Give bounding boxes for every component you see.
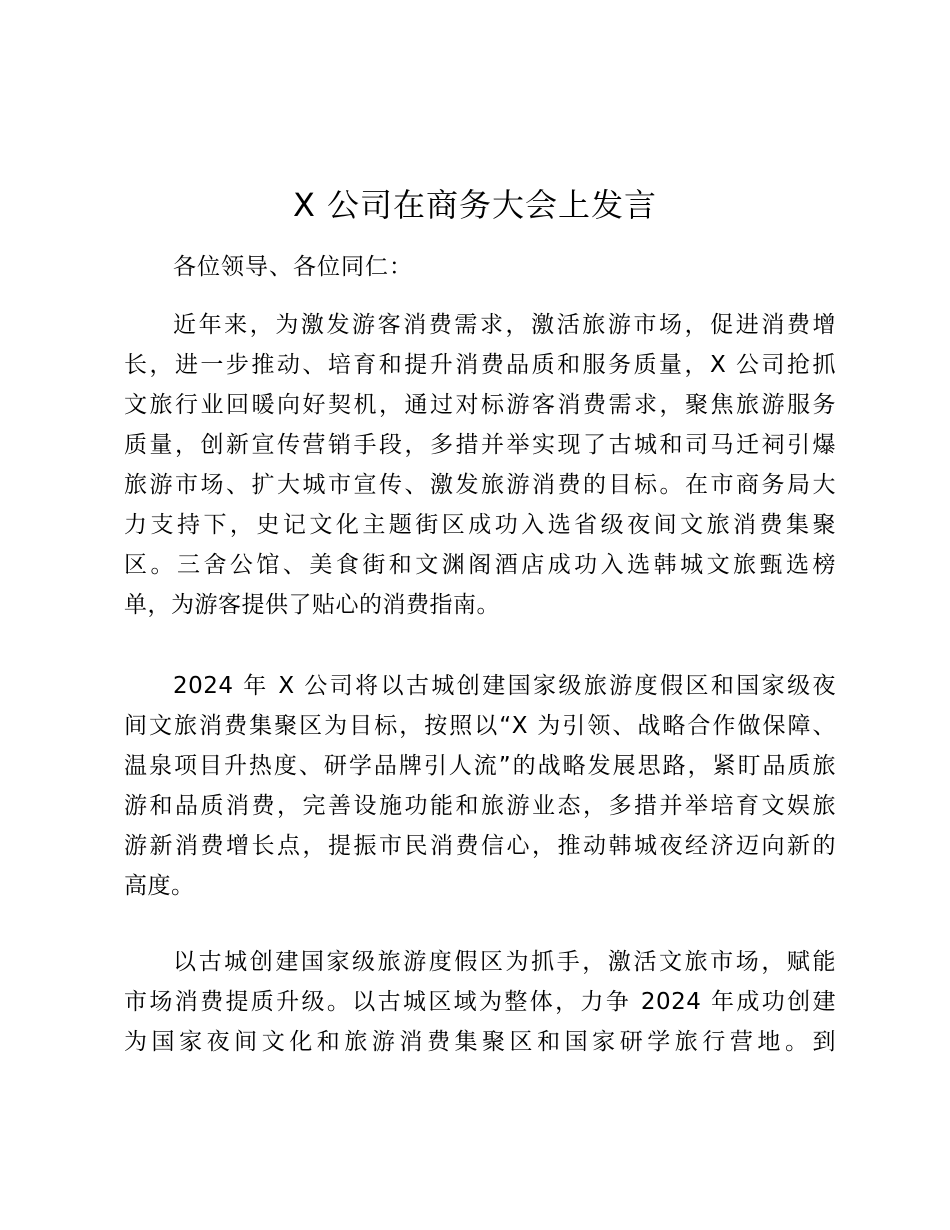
paragraph-line: 区。三舍公馆、美食街和文渊阁酒店成功入选韩城文旅甄选榜 <box>124 552 836 578</box>
paragraph-line: 质量，创新宣传营销手段，多措并举实现了古城和司马迁祠引爆 <box>124 432 836 458</box>
paragraph-line: 单，为游客提供了贴心的消费指南。 <box>124 592 500 618</box>
paragraph-line: 旅游市场、扩大城市宣传、激发旅游消费的目标。在市商务局大 <box>124 472 836 498</box>
paragraph-line: 间文旅消费集聚区为目标，按照以“X 为引领、战略合作做保障、 <box>124 713 836 739</box>
paragraph-3 <box>124 942 836 1062</box>
paragraph-1 <box>124 305 836 625</box>
paragraph-line: 温泉项目升热度、研学品牌引人流”的战略发展思路，紧盯品质旅 <box>124 753 836 779</box>
paragraph-line: 市场消费提质升级。以古城区域为整体，力争 2024 年成功创建 <box>124 989 836 1015</box>
salutation: 各位领导、各位同仁： <box>173 254 413 280</box>
paragraph-line: 近年来，为激发游客消费需求，激活旅游市场，促进消费增 <box>173 312 836 338</box>
paragraph-line: 文旅行业回暖向好契机，通过对标游客消费需求，聚焦旅游服务 <box>124 392 836 418</box>
paragraph-line: 高度。 <box>124 873 195 899</box>
paragraph-line: 以古城创建国家级旅游度假区为抓手，激活文旅市场，赋能 <box>173 949 836 975</box>
paragraph-2 <box>124 666 836 906</box>
paragraph-line: 为国家夜间文化和旅游消费集聚区和国家研学旅行营地。到 <box>124 1029 836 1055</box>
paragraph-line: 2024 年 X 公司将以古城创建国家级旅游度假区和国家级夜 <box>173 673 836 699</box>
paragraph-line: 游和品质消费，完善设施功能和旅游业态，多措并举培育文娱旅 <box>124 793 836 819</box>
paragraph-line: 长，进一步推动、培育和提升消费品质和服务质量，X 公司抢抓 <box>124 352 836 378</box>
document-title: X 公司在商务大会上发言 <box>292 186 658 224</box>
paragraph-line: 游新消费增长点，提振市民消费信心，推动韩城夜经济迈向新的 <box>124 833 836 859</box>
paragraph-line: 力支持下，史记文化主题街区成功入选省级夜间文旅消费集聚 <box>124 512 836 538</box>
